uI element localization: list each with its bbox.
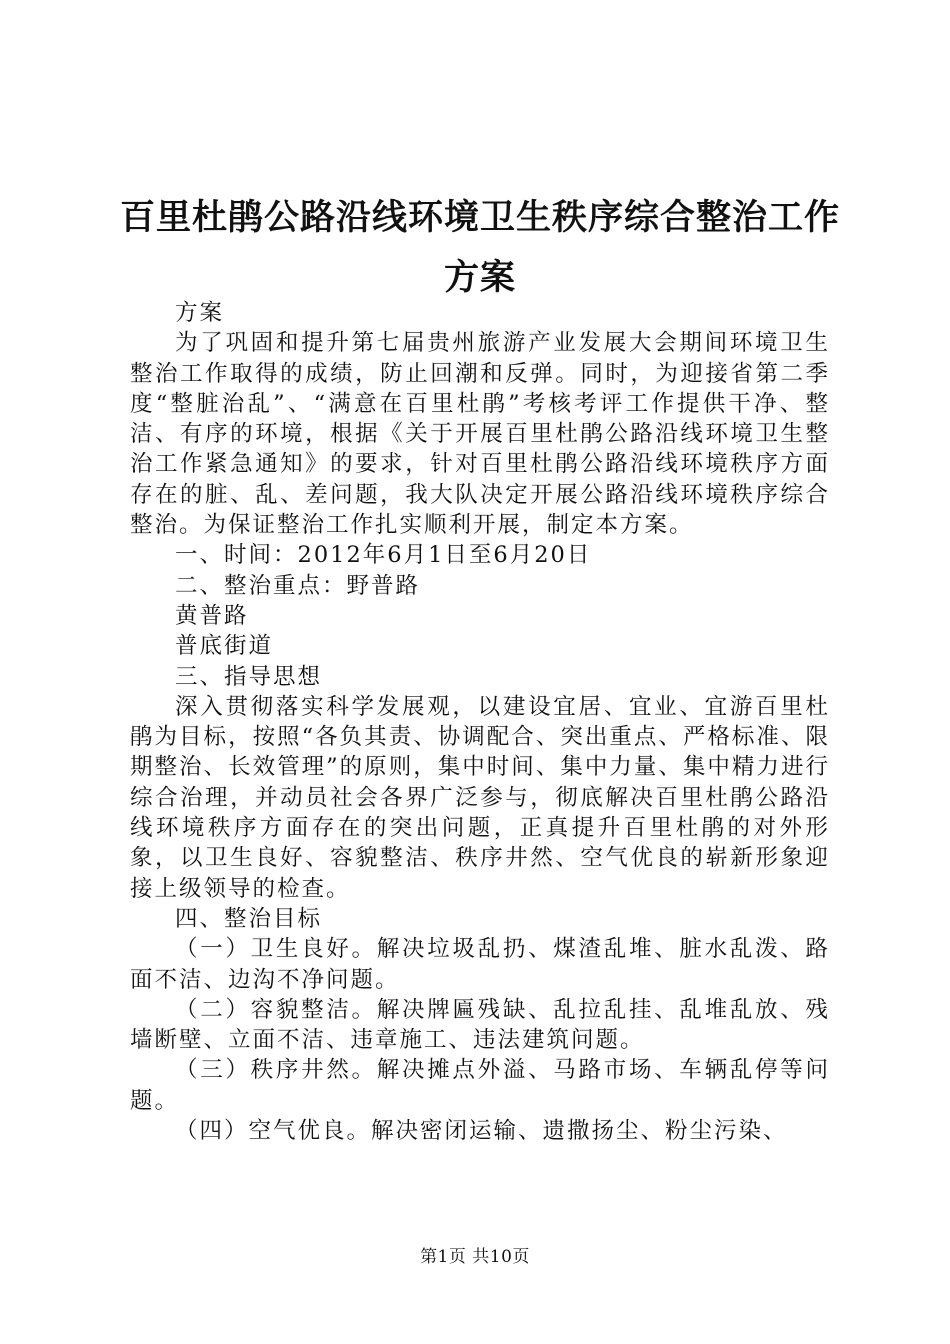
paragraph: 深入贯彻落实科学发展观，以建设宜居、宜业、宜游百里杜鹃为目标，按照“各负其责、协调配合、突出重点、严格标准、限期整治、长效管理”的原则，集中时间、集中力量、集中精力进行综合治理，并动员社会各界广泛参与，彻底解决百里杜鹃公路沿线环境秩序方面存在的突出问题，正真提升百里杜鹃的对外形象，以卫生良好、容貌整洁、秩序井然、空气优良的崭新形象迎接上级领导的检查。 bbox=[130, 693, 830, 902]
paragraph: （三）秩序井然。解决摊点外溢、马路市场、车辆乱停等问题。 bbox=[130, 1057, 830, 1114]
page-footer: 第1页 共10页 bbox=[420, 1247, 530, 1267]
paragraph: 一、时间：2012年6月1日至6月20日 bbox=[175, 542, 592, 569]
paragraph: 三、指导思想 bbox=[175, 663, 323, 690]
paragraph: 黄普路 bbox=[175, 602, 249, 629]
document-title-line1: 百里杜鹃公路沿线环境卫生秩序综合整治工作 bbox=[119, 198, 840, 238]
paragraph: 四、整治目标 bbox=[175, 905, 323, 932]
paragraph: 为了巩固和提升第七届贵州旅游产业发展大会期间环境卫生整治工作取得的成绩，防止回潮和反弹。同时，为迎接省第二季度“整脏治乱”、“满意在百里杜鹃”考核考评工作提供干净、整洁、有序的环境，根据《关于开展百里杜鹃公路沿线环境卫生整治工作紧急通知》的要求，针对百里杜鹃公路沿线环境秩序方面存在的脏、乱、差问题，我大队决定开展公路沿线环境秩序综合整治。为保证整治工作扎实顺利开展，制定本方案。 bbox=[130, 330, 830, 539]
paragraph: （一）卫生良好。解决垃圾乱扔、煤渣乱堆、脏水乱泼、路面不洁、边沟不净问题。 bbox=[130, 936, 830, 993]
paragraph: 方案 bbox=[175, 300, 225, 326]
paragraph: （二）容貌整洁。解决牌匾残缺、乱拉乱挂、乱堆乱放、残墙断壁、立面不洁、违章施工、违法建筑问题。 bbox=[130, 996, 830, 1054]
paragraph: 普底街道 bbox=[175, 633, 274, 660]
document-body bbox=[130, 298, 830, 1146]
paragraph: （四）空气优良。解决密闭运输、遗撒扬尘、粉尘污染、 bbox=[175, 1118, 788, 1145]
paragraph: 二、整治重点：野普路 bbox=[175, 572, 421, 599]
document-title-line2: 方案 bbox=[443, 258, 516, 298]
